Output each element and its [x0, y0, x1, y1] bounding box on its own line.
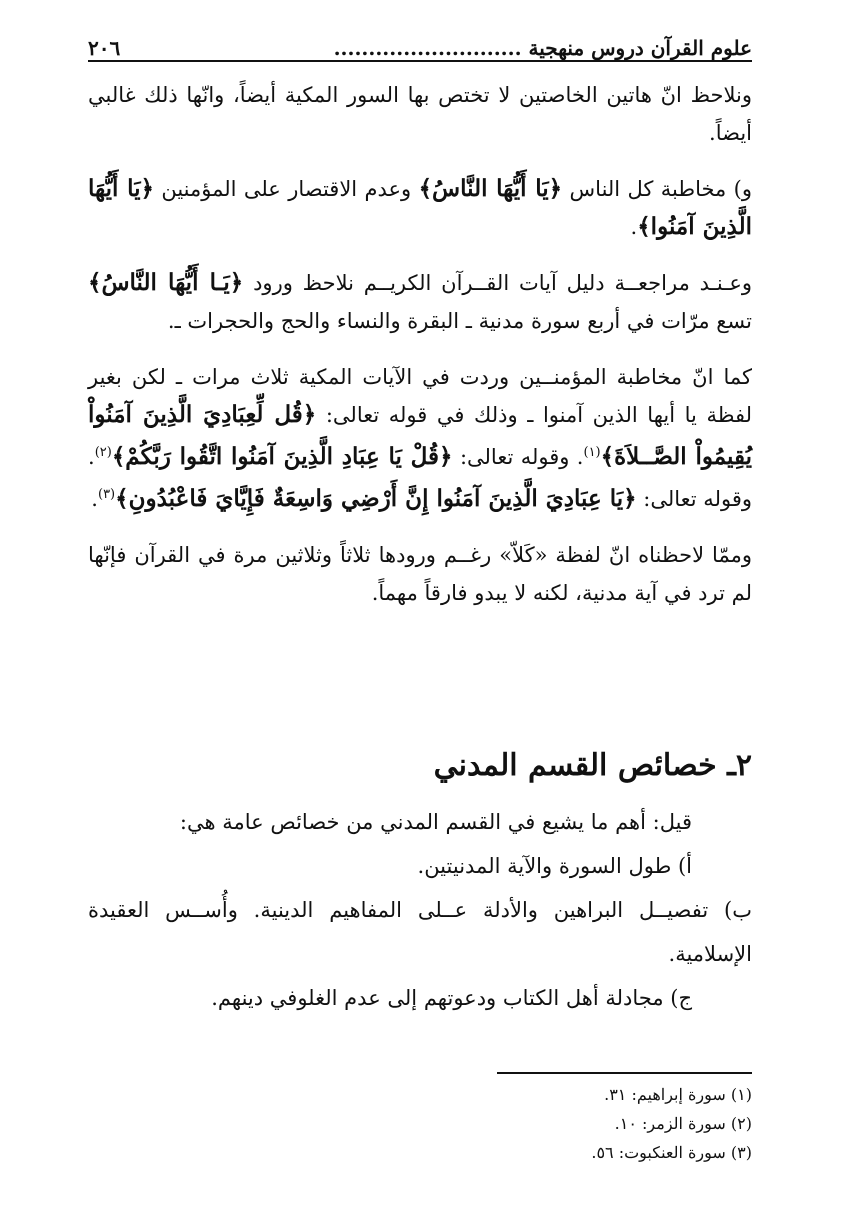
paragraph-3-text-a: وعـنـد مراجعــة دليل آيات القــرآن الكريــم نلاحظ ورود — [253, 271, 752, 295]
footnote-ref-1[interactable]: (١) — [583, 445, 601, 460]
footnote-ref-3[interactable]: (٣) — [97, 487, 116, 502]
list-item-b: ب) تفصيــل البراهين والأدلة عــلى المفاهيم الدينية. وأُســس العقيدة الإسلامية. — [88, 898, 752, 966]
section-heading: ٢ـ خصائص القسم المدني — [433, 748, 752, 783]
paragraph-3-text-b: تسع مرّات في أربع سورة مدنية ـ البقرة والنساء والحج والحجرات ـ. — [167, 309, 752, 333]
footnotes — [591, 1080, 752, 1167]
footnote-divider — [497, 1072, 752, 1074]
section-intro: قيل: أهم ما يشيع في القسم المدني من خصائص عامة هي: — [179, 810, 692, 834]
paragraph-2-text-b: وعدم الاقتصار على المؤمنين — [161, 177, 412, 201]
paragraph-1 — [88, 76, 752, 152]
section-body — [88, 800, 752, 1020]
quran-verse: ﴿يَـا أَيُّهَا النَّاسُ﴾ — [88, 269, 244, 296]
footnote-2: (٢) سورة الزمر: ١٠. — [614, 1114, 752, 1133]
page-header — [88, 30, 752, 62]
paragraph-2-end: . — [630, 215, 638, 239]
quran-verse: ﴿قُلْ يَا عِبَادِ الَّذِينَ آمَنُوا اتَّقُوا رَبَّكُمْ﴾ — [111, 443, 453, 470]
paragraph-4-text-a: كما انّ مخاطبة المؤمنــين وردت في الآيات المكية ثلاث مرات ـ لكن بغير لفظة يا أيها الذين آمنوا ـ وذلك في قوله تعالى: — [88, 365, 752, 427]
quran-verse: ﴿يَا عِبَادِيَ الَّذِينَ آمَنُوا إِنَّ أَرْضِي وَاسِعَةٌ فَإِيَّايَ فَاعْبُدُونِ﴾ — [115, 485, 637, 512]
quran-verse: ﴿يَا أَيُّهَا النَّاسُ﴾ — [418, 175, 563, 202]
quran-verse: ﴿يَا أَيُّهَا الَّذِينَ آمَنُوا﴾ — [88, 175, 752, 240]
footnote-ref-2[interactable]: (٢) — [94, 445, 112, 460]
list-item-a: أ) طول السورة والآية المدنيتين. — [417, 854, 692, 878]
running-title: علوم القرآن دروس منهجية ........................... — [333, 36, 752, 60]
paragraph-2 — [88, 170, 752, 246]
paragraph-5 — [88, 536, 752, 612]
body-text — [88, 76, 752, 630]
paragraph-3 — [88, 264, 752, 340]
paragraph-1-text: ونلاحظ انّ هاتين الخاصتين لا تختص بها السور المكية أيضاً، وانّها ذلك غالبي أيضاً. — [88, 83, 752, 145]
paragraph-4-text-c: . وقوله تعالى: — [88, 445, 752, 511]
footnote-1: (١) سورة إبراهيم: ٣١. — [604, 1085, 752, 1104]
footnote-3: (٣) سورة العنكبوت: ٥٦. — [591, 1143, 752, 1162]
paragraph-4-end: . — [91, 487, 98, 511]
paragraph-2-text-a: و) مخاطبة كل الناس — [569, 177, 752, 201]
page-number: ٢٠٦ — [88, 36, 121, 60]
paragraph-4-text-b: . وقوله تعالى: — [459, 445, 584, 469]
paragraph-4 — [88, 358, 752, 518]
paragraph-5-text: وممّا لاحظناه انّ لفظة «كَلاّ» رغــم ورودها ثلاثاً وثلاثين مرة في القرآن فإنّها لم ترد في آية مدنية، لكنه لا يبدو فارقاً مهماً. — [88, 543, 752, 605]
quran-verse: ﴿قُل لِّعِبَادِيَ الَّذِينَ آمَنُواْ يُقِيمُواْ الصَّــلاَةَ﴾ — [88, 401, 752, 470]
list-item-c: ج) مجادلة أهل الكتاب ودعوتهم إلى عدم الغلوفي دينهم. — [211, 986, 692, 1010]
